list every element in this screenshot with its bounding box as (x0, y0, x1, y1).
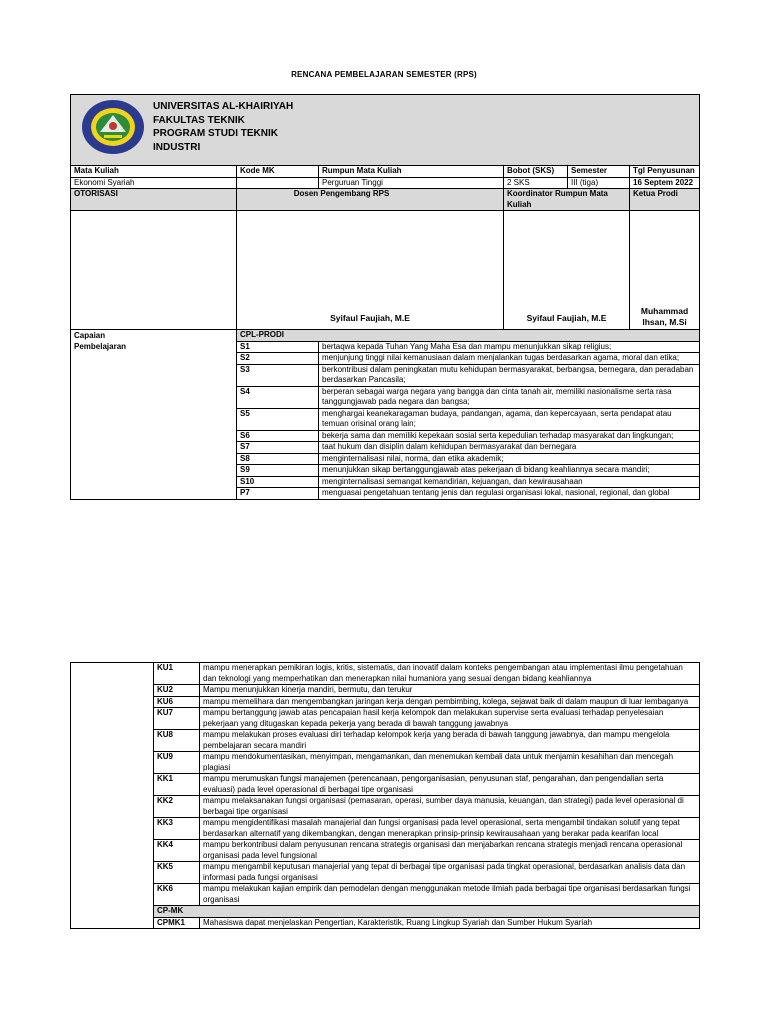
cpl-code: KK6 (154, 884, 200, 906)
ketua-signature-cell (630, 211, 700, 330)
cpl-code: KK4 (154, 840, 200, 862)
cpl-code: S1 (237, 341, 319, 353)
cpl-row (71, 774, 700, 796)
dosen-pengembang-label: Dosen Pengembang RPS (237, 189, 504, 211)
cpl-row (71, 708, 700, 730)
cpmk-code: CPMK1 (154, 917, 200, 929)
koordinator-name: Syifaul Faujiah, M.E (526, 312, 607, 323)
ketua-prodi-label: Ketua Prodi (630, 189, 700, 211)
cpl-text: Mampu menunjukkan kinerja mandiri, bermutu, dan terukur (200, 685, 700, 697)
cpmk-text: Mahasiswa dapat menjelaskan Pengertian, Karakteristik, Ruang Lingkup Syariah dan Sumber Hukum Syariah (200, 917, 700, 929)
cpl-text: mampu mengidentifikasi masalah manajerial dan fungsi organisasi pada level operasional, serta mengambil tindakan solutif yang tepat berdasarkan alternatif yang dikembangkan, dengan menerapkan prinsip-prinsip kewirausahaan yang berakar pada kearifan local (200, 818, 700, 840)
cpl-row (71, 685, 700, 697)
capaian-label (71, 330, 237, 500)
cpl-code: P7 (237, 488, 319, 500)
cpl-text: menunjukkan sikap bertanggungjawab atas pekerjaan di bidang keahliannya secara mandiri; (319, 465, 700, 477)
otorisasi-blank (71, 211, 237, 330)
cpl-text: mampu melaksanakan fungsi organisasi (pemasaran, operasi, sumber daya manusia, keuangan, dan strategi) pada level operasional di berbagai tipe organisasi (200, 796, 700, 818)
cpl-text: menginternalisasi semangat kemandirian, kejuangan, dan kewirausahaan (319, 476, 700, 488)
cpl-text: berkontribusi dalam peningkatan mutu kehidupan bermasyarakat, berbangsa, bernegara, dan peradaban berdasarkan Pancasila; (319, 364, 700, 386)
capaian-label-line2: Pembelajaran (74, 341, 127, 351)
cpl-text: menghargai keanekaragaman budaya, pandangan, agama, dan kepercayaan, serta pendapat atau temuan orisinal orang lain; (319, 408, 700, 430)
cpl-row (71, 840, 700, 862)
cpl-code: S8 (237, 453, 319, 465)
university-name: UNIVERSITAS AL-KHAIRIYAH (153, 101, 294, 112)
program-name-line1: PROGRAM STUDI TEKNIK (153, 128, 278, 139)
cpl-code: S10 (237, 476, 319, 488)
program-name-line2: INDUSTRI (153, 141, 201, 153)
value-semester: III (tiga) (568, 177, 630, 189)
cpl-code: KK3 (154, 818, 200, 840)
cpl-text: bekerja sama dan memiliki kepekaan sosial serta kepedulian terhadap masyarakat dan lingkungan; (319, 430, 700, 442)
faculty-name: FAKULTAS TEKNIK (153, 114, 245, 126)
left-blank-cell (71, 663, 154, 929)
cpl-row (71, 796, 700, 818)
header-bobot: Bobot (SKS) (504, 166, 568, 178)
cpl-code: KU9 (154, 752, 200, 774)
cpl-code: KU1 (154, 663, 200, 685)
cpl-row (71, 663, 700, 685)
cpl-code: KU8 (154, 730, 200, 752)
cpl-row (71, 730, 700, 752)
cpl-text: menguasai pengetahuan tentang jenis dan regulasi organisasi lokal, nasional, regional, dan global (319, 488, 700, 500)
cpl-text: mampu menerapkan pemikiran logis, kritis, sistematis, dan inovatif dalam konteks pengembangan atau implementasi ilmu pengetahuan dan teknologi yang memperhatikan dan menerapkan nilai humaniora yang sesuai dengan bidang keahliannya (200, 663, 700, 685)
cpl-row (71, 818, 700, 840)
value-bobot: 2 SKS (504, 177, 568, 189)
cpl-text: mampu bertanggung jawab atas pencapaian hasil kerja kelompok dan melakukan supervise serta evaluasi terhadap penyelesaian pekerjaan yang ditugaskan kepada pekerja yang berada di bawah tanggung jawabnya (200, 708, 700, 730)
koordinator-signature-cell (504, 211, 630, 330)
cpl-code: KK5 (154, 862, 200, 884)
cpl-text: bertaqwa kepada Tuhan Yang Maha Esa dan mampu menunjukkan sikap religius; (319, 341, 700, 353)
cpl-code: S4 (237, 386, 319, 408)
cpl-text: mampu berkontribusi dalam penyusunan rencana strategis organisasi dan menjabarkan rencana strategis menjadi rencana operasional organisasi pada level fungsional (200, 840, 700, 862)
cpmk-row (71, 917, 700, 929)
cpl-text: taat hukum dan disiplin dalam kehidupan bermasyarakat dan bernegara (319, 442, 700, 454)
otorisasi-label: OTORISASI (71, 189, 237, 211)
institution-header (71, 95, 700, 166)
university-seal-icon (80, 99, 146, 155)
cpl-prodi-header: CPL-PRODI (237, 330, 700, 342)
header-mata-kuliah: Mata Kuliah (71, 166, 237, 178)
header-semester: Semester (568, 166, 630, 178)
cpl-code: S6 (237, 430, 319, 442)
cpmk-header: CP-MK (154, 906, 700, 918)
dosen-signature-cell (237, 211, 504, 330)
value-rumpun: Perguruan Tinggi (319, 177, 504, 189)
cpl-text: mampu memelihara dan mengembangkan jaringan kerja dengan pembimbing, kolega, sejawat baik di dalam maupun di luar lembaganya (200, 696, 700, 708)
cpl-code: KU7 (154, 708, 200, 730)
cpl-code: KK1 (154, 774, 200, 796)
cpl-text: berperan sebagai warga negara yang bangga dan cinta tanah air, memiliki nasionalisme serta rasa tanggungjawab pada negara dan bangsa; (319, 386, 700, 408)
capaian-label-line1: Capaian (74, 331, 106, 340)
cpl-code: KU6 (154, 696, 200, 708)
cpl-row (71, 884, 700, 906)
cpl-code: KK2 (154, 796, 200, 818)
document-title: RENCANA PEMBELAJARAN SEMESTER (RPS) (291, 70, 477, 79)
cpl-text: mampu melakukan kajian empirik dan pemodelan dengan menggunakan metode ilmiah pada berbagai tipe organisasi berdasarkan fungsi organisasi (200, 884, 700, 906)
header-rumpun: Rumpun Mata Kuliah (319, 166, 504, 178)
value-mata-kuliah: Ekonomi Syariah (71, 177, 237, 189)
rps-continuation-table (70, 662, 700, 929)
cpl-code: S5 (237, 408, 319, 430)
cpl-code: KU2 (154, 685, 200, 697)
cpl-code: S2 (237, 353, 319, 365)
dosen-name: Syifaul Faujiah, M.E (330, 312, 410, 323)
cpl-text: menginternalisasi nilai, norma, dan etika akademik; (319, 453, 700, 465)
cpl-text: mampu merumuskan fungsi manajemen (perencanaan, pengorganisasian, penyusunan staf, pengarahan, dan pengendalian serta evaluasi) pada level operasional di berbagai tipe organisasi (200, 774, 700, 796)
institution-names (153, 100, 293, 154)
cpl-text: mampu mendokumentasikan, menyimpan, mengamankan, dan menemukan kembali data untuk menjamin kesahihan dan mencegah plagiasi (200, 752, 700, 774)
ketua-name: Muhammad Ihsan, M.Si (640, 306, 689, 327)
cpl-text: mampu melakukan proses evaluasi diri terhadap kelompok kerja yang berada di bawah tanggung jawabnya, dan mampu mengelola pembelajaran secara mandiri (200, 730, 700, 752)
value-tgl: 16 Septem 2022 (630, 177, 700, 189)
cpl-code: S7 (237, 442, 319, 454)
cpl-text: menjunjung tinggi nilai kemanusiaan dalam menjalankan tugas berdasarkan agama, moral dan etika; (319, 353, 700, 365)
cpl-row (71, 752, 700, 774)
cpl-text: mampu mengambil keputusan manajerial yang tepat di berbagai tipe organisasi pada tingkat operasional, berdasarkan analisis data dan informasi pada fungsi organisasi (200, 862, 700, 884)
rps-header-table (70, 94, 700, 500)
cpl-row (71, 696, 700, 708)
header-tgl: Tgl Penyusunan (630, 166, 700, 178)
koordinator-label: Koordinator Rumpun Mata Kuliah (504, 189, 630, 211)
header-kode-mk: Kode MK (237, 166, 319, 178)
cpl-code: S3 (237, 364, 319, 386)
cpl-code: S9 (237, 465, 319, 477)
cpl-row (71, 862, 700, 884)
value-kode-mk (237, 177, 319, 189)
